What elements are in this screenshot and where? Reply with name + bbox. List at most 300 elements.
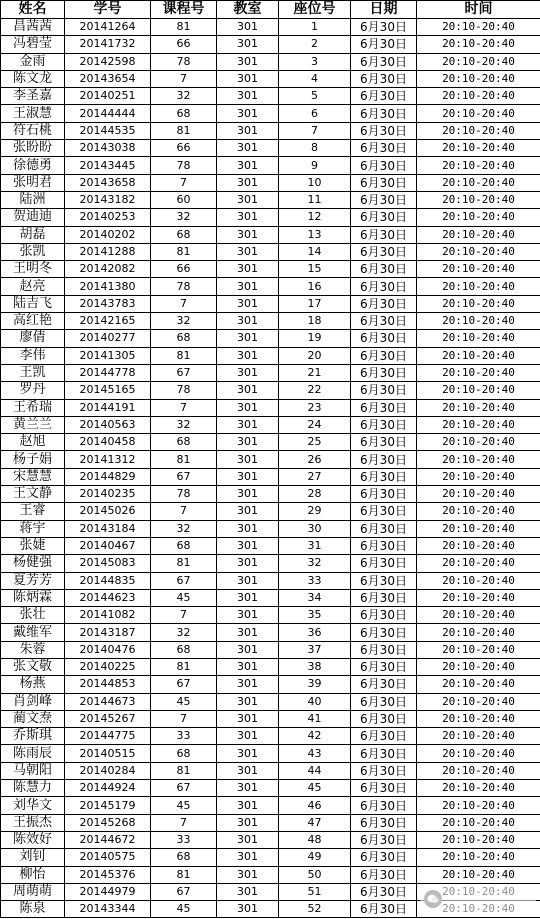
cell-time: 20:10-20:40 (417, 468, 540, 485)
cell-student-id: 20140476 (65, 641, 151, 658)
cell-time: 20:10-20:40 (417, 261, 540, 278)
cell-course-id: 45 (151, 797, 217, 814)
cell-name: 昌茜茜 (1, 19, 65, 36)
table-row (1, 624, 540, 641)
cell-classroom: 301 (217, 416, 279, 433)
cell-time: 20:10-20:40 (417, 745, 540, 762)
cell-classroom: 301 (217, 641, 279, 658)
cell-student-id: 20143445 (65, 157, 151, 174)
cell-course-id: 33 (151, 728, 217, 745)
cell-date: 6月30日 (351, 676, 417, 693)
cell-course-id: 7 (151, 503, 217, 520)
cell-classroom: 301 (217, 520, 279, 537)
cell-student-id: 20140202 (65, 226, 151, 243)
cell-student-id: 20141264 (65, 19, 151, 36)
cell-name: 乔斯琪 (1, 728, 65, 745)
cell-seat: 21 (279, 364, 351, 381)
cell-student-id: 20143184 (65, 520, 151, 537)
cell-student-id: 20140225 (65, 658, 151, 675)
cell-name: 冯碧莹 (1, 36, 65, 53)
cell-seat: 40 (279, 693, 351, 710)
cell-name: 张文敬 (1, 658, 65, 675)
table-row (1, 451, 540, 468)
cell-course-id: 32 (151, 209, 217, 226)
cell-name: 陆洲 (1, 191, 65, 208)
cell-seat: 4 (279, 70, 351, 87)
cell-student-id: 20144444 (65, 105, 151, 122)
table-row (1, 537, 540, 554)
cell-name: 高红艳 (1, 313, 65, 330)
table-row (1, 88, 540, 105)
table-row (1, 780, 540, 797)
cell-classroom: 301 (217, 607, 279, 624)
cell-classroom: 301 (217, 174, 279, 191)
cell-student-id: 20144775 (65, 728, 151, 745)
cell-time: 20:10-20:40 (417, 364, 540, 381)
cell-student-id: 20143182 (65, 191, 151, 208)
cell-name: 王希瑞 (1, 399, 65, 416)
cell-name: 陈泉 (1, 901, 65, 918)
cell-time: 20:10-20:40 (417, 607, 540, 624)
cell-student-id: 20143783 (65, 295, 151, 312)
table-row (1, 36, 540, 53)
cell-seat: 27 (279, 468, 351, 485)
cell-date: 6月30日 (351, 693, 417, 710)
cell-name: 黄兰兰 (1, 416, 65, 433)
cell-time: 20:10-20:40 (417, 831, 540, 848)
cell-date: 6月30日 (351, 105, 417, 122)
cell-seat: 3 (279, 53, 351, 70)
cell-seat: 14 (279, 243, 351, 260)
table-row (1, 434, 540, 451)
cell-student-id: 20144853 (65, 676, 151, 693)
cell-name: 杨子娟 (1, 451, 65, 468)
cell-time: 20:10-20:40 (417, 88, 540, 105)
cell-classroom: 301 (217, 209, 279, 226)
cell-name: 蒋宇 (1, 520, 65, 537)
table-row (1, 295, 540, 312)
cell-name: 赵亮 (1, 278, 65, 295)
cell-seat: 28 (279, 486, 351, 503)
cell-course-id: 67 (151, 883, 217, 900)
cell-seat: 30 (279, 520, 351, 537)
cell-classroom: 301 (217, 364, 279, 381)
cell-seat: 50 (279, 866, 351, 883)
cell-student-id: 20141732 (65, 36, 151, 53)
cell-course-id: 32 (151, 624, 217, 641)
cell-time: 20:10-20:40 (417, 330, 540, 347)
table-row (1, 157, 540, 174)
cell-date: 6月30日 (351, 416, 417, 433)
header-date: 日期 (351, 1, 417, 19)
cell-time: 20:10-20:40 (417, 710, 540, 727)
cell-name: 陈慧力 (1, 780, 65, 797)
cell-classroom: 301 (217, 70, 279, 87)
cell-course-id: 7 (151, 710, 217, 727)
cell-date: 6月30日 (351, 399, 417, 416)
cell-date: 6月30日 (351, 745, 417, 762)
cell-seat: 9 (279, 157, 351, 174)
cell-classroom: 301 (217, 762, 279, 779)
cell-date: 6月30日 (351, 382, 417, 399)
cell-seat: 20 (279, 347, 351, 364)
cell-course-id: 81 (151, 658, 217, 675)
cell-course-id: 66 (151, 261, 217, 278)
cell-name: 蔺文焘 (1, 710, 65, 727)
cell-date: 6月30日 (351, 780, 417, 797)
cell-seat: 7 (279, 122, 351, 139)
table-row (1, 849, 540, 866)
cell-date: 6月30日 (351, 468, 417, 485)
cell-student-id: 20141305 (65, 347, 151, 364)
cell-date: 6月30日 (351, 624, 417, 641)
cell-seat: 1 (279, 19, 351, 36)
cell-time: 20:10-20:40 (417, 780, 540, 797)
table-row (1, 797, 540, 814)
cell-time: 20:10-20:40 (417, 347, 540, 364)
cell-name: 张壮 (1, 607, 65, 624)
cell-classroom: 301 (217, 53, 279, 70)
cell-student-id: 20144778 (65, 364, 151, 381)
cell-classroom: 301 (217, 728, 279, 745)
cell-student-id: 20140235 (65, 486, 151, 503)
table-row (1, 572, 540, 589)
cell-classroom: 301 (217, 901, 279, 918)
cell-course-id: 78 (151, 278, 217, 295)
cell-classroom: 301 (217, 572, 279, 589)
cell-date: 6月30日 (351, 607, 417, 624)
table-row (1, 503, 540, 520)
header-seat: 座位号 (279, 1, 351, 19)
cell-classroom: 301 (217, 589, 279, 606)
cell-seat: 13 (279, 226, 351, 243)
cell-date: 6月30日 (351, 831, 417, 848)
cell-time: 20:10-20:40 (417, 762, 540, 779)
cell-name: 符石桃 (1, 122, 65, 139)
cell-course-id: 32 (151, 313, 217, 330)
cell-date: 6月30日 (351, 849, 417, 866)
cell-date: 6月30日 (351, 486, 417, 503)
table-row (1, 19, 540, 36)
cell-seat: 31 (279, 537, 351, 554)
cell-date: 6月30日 (351, 295, 417, 312)
cell-time: 20:10-20:40 (417, 295, 540, 312)
cell-date: 6月30日 (351, 451, 417, 468)
cell-date: 6月30日 (351, 122, 417, 139)
cell-seat: 33 (279, 572, 351, 589)
cell-name: 陆吉飞 (1, 295, 65, 312)
cell-classroom: 301 (217, 780, 279, 797)
cell-classroom: 301 (217, 330, 279, 347)
table-row (1, 710, 540, 727)
table-row (1, 174, 540, 191)
cell-time: 20:10-20:40 (417, 814, 540, 831)
cell-student-id: 20144924 (65, 780, 151, 797)
cell-student-id: 20140458 (65, 434, 151, 451)
cell-course-id: 7 (151, 814, 217, 831)
cell-date: 6月30日 (351, 762, 417, 779)
cell-course-id: 78 (151, 486, 217, 503)
cell-student-id: 20145376 (65, 866, 151, 883)
cell-time: 20:10-20:40 (417, 278, 540, 295)
cell-date: 6月30日 (351, 209, 417, 226)
header-row (1, 1, 540, 19)
cell-course-id: 68 (151, 537, 217, 554)
header-name: 姓名 (1, 1, 65, 19)
cell-seat: 36 (279, 624, 351, 641)
cell-classroom: 301 (217, 399, 279, 416)
cell-seat: 5 (279, 88, 351, 105)
cell-time: 20:10-20:40 (417, 140, 540, 157)
cell-classroom: 301 (217, 849, 279, 866)
cell-name: 陈效好 (1, 831, 65, 848)
cell-name: 夏芳芳 (1, 572, 65, 589)
cell-name: 王淑慧 (1, 105, 65, 122)
cell-course-id: 7 (151, 174, 217, 191)
cell-time: 20:10-20:40 (417, 382, 540, 399)
table-row (1, 520, 540, 537)
cell-time: 20:10-20:40 (417, 503, 540, 520)
cell-classroom: 301 (217, 295, 279, 312)
cell-seat: 22 (279, 382, 351, 399)
cell-name: 戴维军 (1, 624, 65, 641)
table-row (1, 676, 540, 693)
cell-time: 20:10-20:40 (417, 174, 540, 191)
cell-time: 20:10-20:40 (417, 53, 540, 70)
cell-course-id: 81 (151, 762, 217, 779)
cell-name: 陈文龙 (1, 70, 65, 87)
cell-time: 20:10-20:40 (417, 19, 540, 36)
cell-student-id: 20140575 (65, 849, 151, 866)
cell-date: 6月30日 (351, 572, 417, 589)
cell-time: 20:10-20:40 (417, 624, 540, 641)
cell-student-id: 20142598 (65, 53, 151, 70)
cell-student-id: 20141312 (65, 451, 151, 468)
cell-time: 20:10-20:40 (417, 572, 540, 589)
cell-seat: 23 (279, 399, 351, 416)
cell-seat: 18 (279, 313, 351, 330)
cell-seat: 26 (279, 451, 351, 468)
cell-time: 20:10-20:40 (417, 36, 540, 53)
cell-student-id: 20143654 (65, 70, 151, 87)
cell-name: 胡磊 (1, 226, 65, 243)
cell-course-id: 81 (151, 122, 217, 139)
cell-date: 6月30日 (351, 814, 417, 831)
cell-name: 罗丹 (1, 382, 65, 399)
table-row (1, 70, 540, 87)
cell-student-id: 20144535 (65, 122, 151, 139)
cell-course-id: 81 (151, 243, 217, 260)
cell-course-id: 81 (151, 347, 217, 364)
cell-course-id: 78 (151, 53, 217, 70)
cell-course-id: 67 (151, 676, 217, 693)
table-row (1, 226, 540, 243)
table-row (1, 399, 540, 416)
cell-time: 20:10-20:40 (417, 70, 540, 87)
cell-classroom: 301 (217, 710, 279, 727)
cell-time: 20:10-20:40 (417, 226, 540, 243)
cell-course-id: 33 (151, 831, 217, 848)
cell-classroom: 301 (217, 451, 279, 468)
cell-course-id: 78 (151, 157, 217, 174)
cell-name: 杨燕 (1, 676, 65, 693)
cell-classroom: 301 (217, 676, 279, 693)
cell-seat: 15 (279, 261, 351, 278)
table-body (1, 19, 540, 918)
cell-name: 肖剑峰 (1, 693, 65, 710)
cell-student-id: 20140515 (65, 745, 151, 762)
cell-date: 6月30日 (351, 226, 417, 243)
table-row (1, 243, 540, 260)
cell-name: 张明君 (1, 174, 65, 191)
table-row (1, 191, 540, 208)
cell-time: 20:10-20:40 (417, 451, 540, 468)
cell-student-id: 20145268 (65, 814, 151, 831)
table-row (1, 261, 540, 278)
cell-date: 6月30日 (351, 36, 417, 53)
cell-time: 20:10-20:40 (417, 243, 540, 260)
cell-date: 6月30日 (351, 313, 417, 330)
cell-student-id: 20140563 (65, 416, 151, 433)
cell-seat: 32 (279, 555, 351, 572)
cell-student-id: 20144673 (65, 693, 151, 710)
cell-classroom: 301 (217, 36, 279, 53)
cell-seat: 49 (279, 849, 351, 866)
cell-time: 20:10-20:40 (417, 105, 540, 122)
cell-time: 20:10-20:40 (417, 676, 540, 693)
cell-date: 6月30日 (351, 278, 417, 295)
table-row (1, 209, 540, 226)
cell-seat: 37 (279, 641, 351, 658)
table-row (1, 589, 540, 606)
cell-date: 6月30日 (351, 728, 417, 745)
cell-date: 6月30日 (351, 140, 417, 157)
cell-date: 6月30日 (351, 174, 417, 191)
cell-classroom: 301 (217, 555, 279, 572)
cell-course-id: 68 (151, 745, 217, 762)
cell-date: 6月30日 (351, 555, 417, 572)
header-student-id: 学号 (65, 1, 151, 19)
cell-course-id: 32 (151, 88, 217, 105)
table-row (1, 745, 540, 762)
cell-seat: 10 (279, 174, 351, 191)
cell-seat: 25 (279, 434, 351, 451)
cell-date: 6月30日 (351, 503, 417, 520)
cell-student-id: 20143344 (65, 901, 151, 918)
cell-name: 马朝阳 (1, 762, 65, 779)
cell-date: 6月30日 (351, 658, 417, 675)
cell-seat: 2 (279, 36, 351, 53)
table-row (1, 607, 540, 624)
cell-date: 6月30日 (351, 330, 417, 347)
cell-name: 周萌萌 (1, 883, 65, 900)
cell-classroom: 301 (217, 745, 279, 762)
cell-name: 李圣嘉 (1, 88, 65, 105)
cell-name: 宋慧慧 (1, 468, 65, 485)
cell-seat: 52 (279, 901, 351, 918)
table-row (1, 313, 540, 330)
table-row (1, 728, 540, 745)
cell-course-id: 7 (151, 607, 217, 624)
cell-date: 6月30日 (351, 347, 417, 364)
cell-seat: 51 (279, 883, 351, 900)
cell-course-id: 67 (151, 364, 217, 381)
cell-student-id: 20144623 (65, 589, 151, 606)
cell-classroom: 301 (217, 814, 279, 831)
cell-student-id: 20140253 (65, 209, 151, 226)
cell-course-id: 68 (151, 330, 217, 347)
cell-seat: 19 (279, 330, 351, 347)
cell-seat: 39 (279, 676, 351, 693)
cell-classroom: 301 (217, 261, 279, 278)
cell-classroom: 301 (217, 278, 279, 295)
cell-classroom: 301 (217, 313, 279, 330)
cell-date: 6月30日 (351, 191, 417, 208)
cell-name: 李伟 (1, 347, 65, 364)
cell-date: 6月30日 (351, 901, 417, 918)
cell-student-id: 20145267 (65, 710, 151, 727)
cell-time: 20:10-20:40 (417, 849, 540, 866)
cell-name: 王振杰 (1, 814, 65, 831)
table-row (1, 53, 540, 70)
cell-seat: 48 (279, 831, 351, 848)
cell-date: 6月30日 (351, 53, 417, 70)
cell-course-id: 68 (151, 105, 217, 122)
cell-classroom: 301 (217, 831, 279, 848)
cell-student-id: 20145026 (65, 503, 151, 520)
cell-classroom: 301 (217, 537, 279, 554)
cell-student-id: 20140467 (65, 537, 151, 554)
cell-classroom: 301 (217, 347, 279, 364)
cell-time: 20:10-20:40 (417, 866, 540, 883)
cell-classroom: 301 (217, 122, 279, 139)
table-row (1, 831, 540, 848)
cell-student-id: 20145083 (65, 555, 151, 572)
cell-student-id: 20143038 (65, 140, 151, 157)
table-row (1, 105, 540, 122)
cell-time: 20:10-20:40 (417, 728, 540, 745)
table-row (1, 364, 540, 381)
cell-student-id: 20145179 (65, 797, 151, 814)
cell-time: 20:10-20:40 (417, 486, 540, 503)
cell-student-id: 20144672 (65, 831, 151, 848)
cell-date: 6月30日 (351, 797, 417, 814)
table-row (1, 658, 540, 675)
cell-name: 贺迪迪 (1, 209, 65, 226)
cell-date: 6月30日 (351, 364, 417, 381)
cell-student-id: 20140277 (65, 330, 151, 347)
cell-time: 20:10-20:40 (417, 693, 540, 710)
cell-time: 20:10-20:40 (417, 399, 540, 416)
cell-classroom: 301 (217, 140, 279, 157)
cell-time: 20:10-20:40 (417, 157, 540, 174)
cell-seat: 42 (279, 728, 351, 745)
cell-seat: 34 (279, 589, 351, 606)
cell-classroom: 301 (217, 105, 279, 122)
cell-time: 20:10-20:40 (417, 555, 540, 572)
cell-seat: 47 (279, 814, 351, 831)
table-row (1, 468, 540, 485)
cell-student-id: 20141288 (65, 243, 151, 260)
cell-seat: 24 (279, 416, 351, 433)
cell-date: 6月30日 (351, 261, 417, 278)
header-classroom: 教室 (217, 1, 279, 19)
cell-classroom: 301 (217, 866, 279, 883)
cell-time: 20:10-20:40 (417, 209, 540, 226)
cell-name: 金雨 (1, 53, 65, 70)
cell-course-id: 45 (151, 901, 217, 918)
table-row (1, 814, 540, 831)
